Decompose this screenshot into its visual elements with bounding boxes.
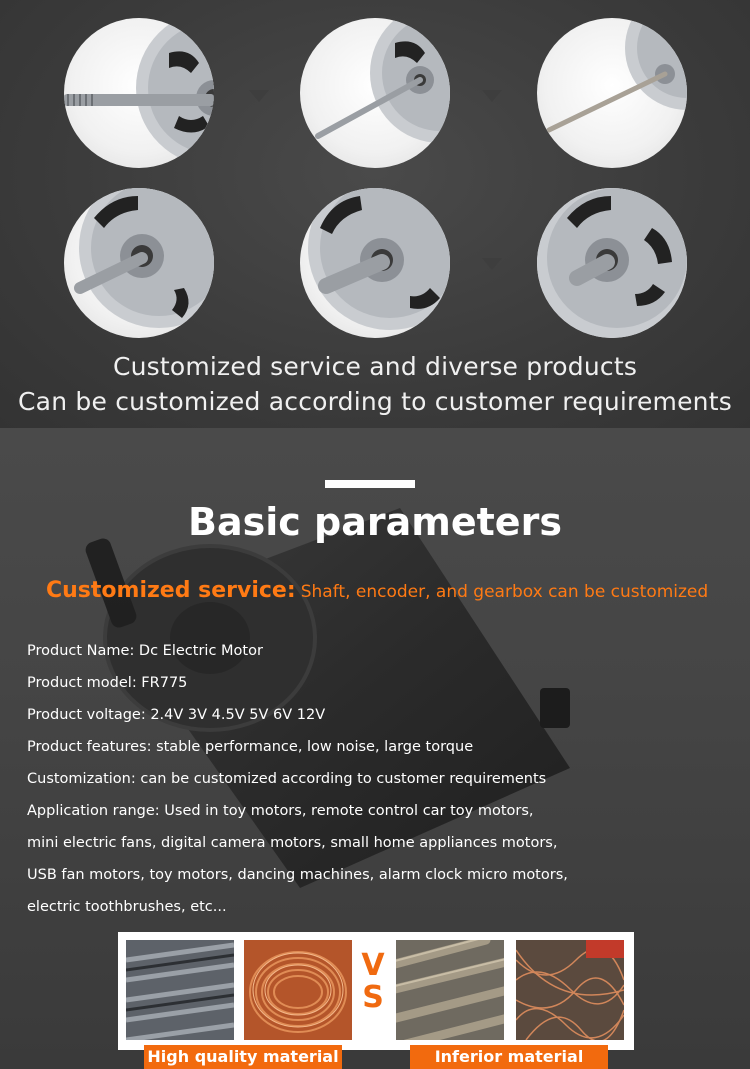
param-product-name: Product Name: Dc Electric Motor — [27, 643, 263, 659]
scrap-copper-photo — [516, 940, 624, 1040]
param-product-features: Product features: stable performance, low noise, large torque — [27, 739, 474, 755]
steel-strips-photo — [126, 940, 234, 1040]
arrow-icon — [249, 90, 269, 102]
parameter-list — [27, 640, 627, 928]
product-photo — [537, 18, 687, 168]
arrow-icon — [482, 258, 502, 270]
product-photo — [537, 188, 687, 338]
high-quality-tag: High quality material — [144, 1045, 342, 1069]
material-comparison — [118, 932, 634, 1050]
products-caption-line2: Can be customized according to customer requirements — [18, 387, 732, 416]
product-photo — [300, 18, 450, 168]
param-customization: Customization: can be customized according to customer requirements — [27, 771, 547, 787]
vs-letter-s: S — [362, 980, 384, 1015]
product-photo — [64, 18, 214, 168]
title-bar — [325, 480, 415, 488]
param-application-range-cont: electric toothbrushes, etc... — [27, 899, 227, 915]
product-photo — [64, 188, 214, 338]
customized-service-label: Customized service: — [46, 578, 296, 603]
vs-letter-v: V — [361, 948, 385, 983]
copper-coil-photo — [244, 940, 352, 1040]
param-product-voltage: Product voltage: 2.4V 3V 4.5V 5V 6V 12V — [27, 707, 326, 723]
arrow-icon — [482, 90, 502, 102]
inferior-rods-photo — [396, 940, 504, 1040]
param-product-model: Product model: FR775 — [27, 675, 188, 691]
product-photo — [300, 188, 450, 338]
param-application-range: Application range: Used in toy motors, remote control car toy motors, — [27, 803, 534, 819]
products-section — [0, 0, 750, 428]
param-application-range-cont: USB fan motors, toy motors, dancing machines, alarm clock micro motors, — [27, 867, 568, 883]
customized-service-line — [46, 578, 746, 603]
param-application-range-cont: mini electric fans, digital camera motors, small home appliances motors, — [27, 835, 558, 851]
products-caption-line1: Customized service and diverse products — [112, 352, 638, 381]
customized-service-text: Shaft, encoder, and gearbox can be customized — [300, 582, 709, 602]
vs-label — [358, 950, 388, 1014]
section-title: Basic parameters — [188, 500, 562, 544]
parameters-section — [0, 428, 750, 1069]
inferior-tag: Inferior material — [410, 1045, 608, 1069]
